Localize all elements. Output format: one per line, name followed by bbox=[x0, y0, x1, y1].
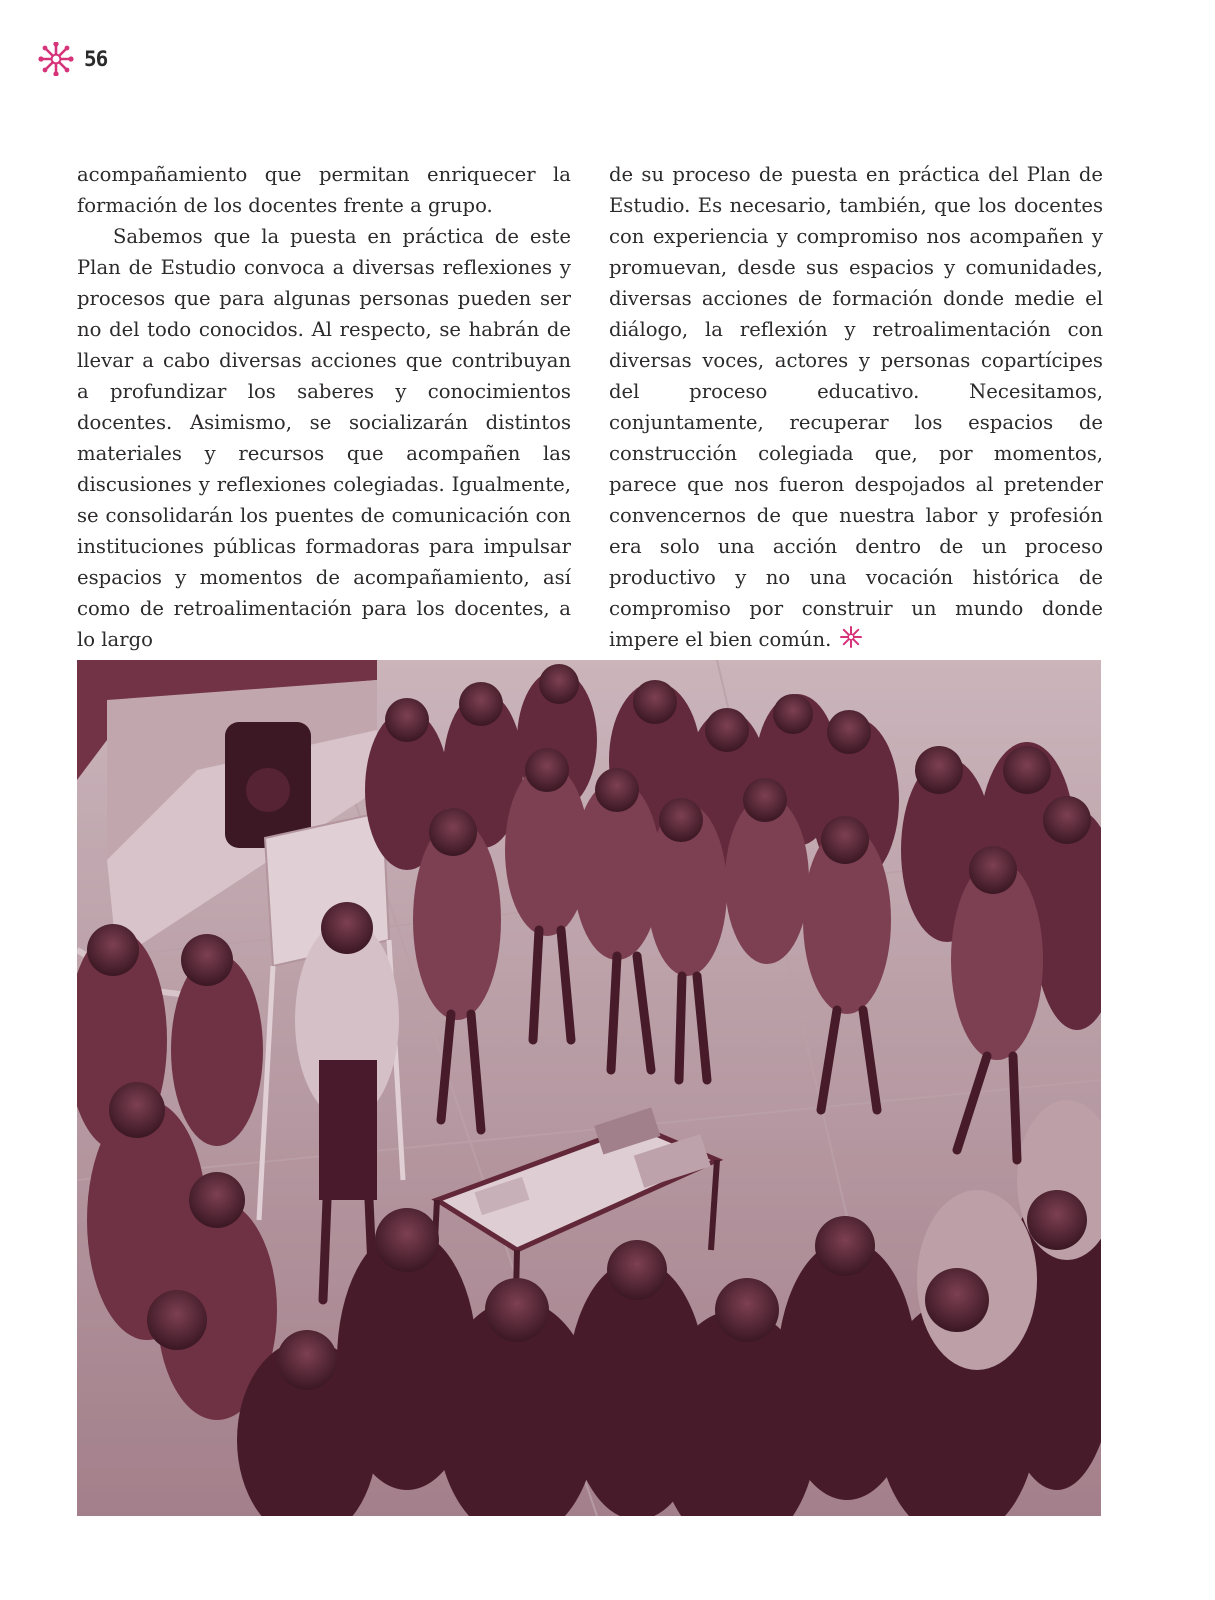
paragraph: Sabemos que la puesta en práctica de este Plan de Estudio convoca a diversas reflexiones y procesos que para algunas personas pueden ser no del todo conocidos. Al respecto, se habrán de llevar a cabo diversas acciones que contribuyan a profundizar los saberes y conocimientos docentes. Asimismo, se socializarán distintos materiales y recursos que acompañen las discusiones y reflexiones colegiadas. Igualmente, se consolidarán los puentes de comunicación con instituciones públicas formadoras para impulsar espacios y momentos de acompañamiento, así como de retroalimentación para los docentes, a lo largo bbox=[77, 225, 571, 651]
page-header bbox=[38, 42, 107, 76]
page-number: 56 bbox=[84, 47, 108, 71]
asterisk-flower-icon bbox=[38, 42, 74, 76]
right-text-column bbox=[609, 159, 1103, 658]
end-asterisk-icon bbox=[839, 625, 863, 658]
paragraph: acompañamiento que permitan enriquecer la formación de los docentes frente a grupo. bbox=[77, 163, 571, 217]
paragraph bbox=[609, 159, 1103, 658]
group-teachers-photo bbox=[77, 660, 1101, 1516]
paragraph-text: de su proceso de puesta en práctica del Plan de Estudio. Es necesario, también, que los docentes con experiencia y compromiso nos acompañen y promuevan, desde sus espacios y comunidades, diversas acciones de formación donde medie el diálogo, la reflexión y retroalimentación con diversas voces, actores y personas copartícipes del proceso educativo. Necesitamos, conjuntamente, recuperar los espacios de construcción colegiada que, por momentos, parece que nos fueron despojados al pretender convencernos de que nuestra labor y profesión era solo una acción dentro de un proceso productivo y no una vocación histórica de compromiso por construir un mundo donde impere el bien común. bbox=[609, 163, 1103, 651]
left-text-column bbox=[77, 159, 571, 655]
